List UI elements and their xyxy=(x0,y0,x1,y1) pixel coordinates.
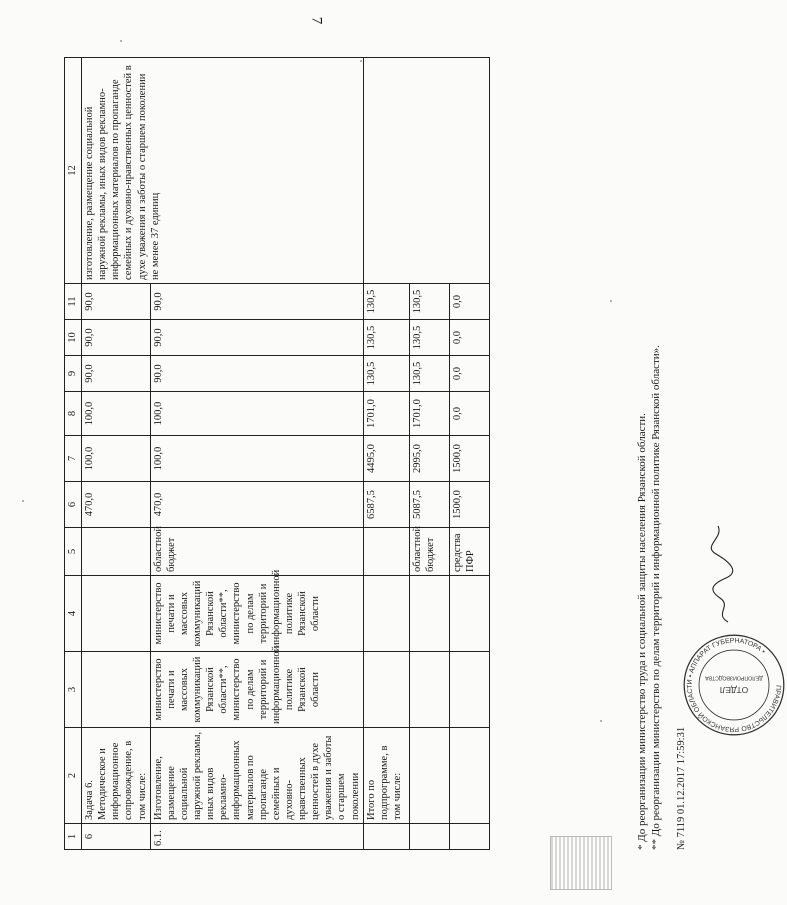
total-text: Итого по подпрограмме, в том числе: xyxy=(363,728,409,824)
col-header: 1 xyxy=(65,824,82,850)
scan-dot xyxy=(22,500,24,502)
scan-dot xyxy=(360,60,362,62)
total-v6: 6587,5 xyxy=(363,482,409,528)
scan-dot xyxy=(600,720,602,722)
item-v8: 100,0 xyxy=(150,392,363,436)
item-v11: 90,0 xyxy=(150,284,363,320)
col-header: 11 xyxy=(65,284,82,320)
svg-text:ПРАВИТЕЛЬСТВО РЯЗАНСКОЙ ОБЛАСТ: ПРАВИТЕЛЬСТВО РЯЗАНСКОЙ ОБЛАСТИ • АППАРАТ ГУБЕРНАТОРА • xyxy=(686,637,782,733)
col-header: 12 xyxy=(65,58,82,284)
col-header: 7 xyxy=(65,436,82,482)
item-v10: 90,0 xyxy=(150,320,363,356)
item-coexecutor: министерство печати и массовых коммуникаций Рязанской области**, министерство по делам территорий и информационной политике Рязанской области xyxy=(150,576,363,652)
regional-v6: 5087,5 xyxy=(409,482,449,528)
footnote-1: * До реорганизации министерство труда и социальной защиты населения Рязанской области. xyxy=(636,413,648,850)
item-text: Изготовление, размещение социальной наружной рекламы, иных видов рекламно-информационных материалов по пропаганде семейных и духовно-нравственных ценностей в духе уважения и заботы о старшем поколении xyxy=(150,728,363,824)
regional-v8: 1701,0 xyxy=(409,392,449,436)
regional-v11: 130,5 xyxy=(409,284,449,320)
col-header: 2 xyxy=(65,728,82,824)
pfr-v8: 0,0 xyxy=(449,392,489,436)
task-row xyxy=(82,58,151,850)
item-v9: 90,0 xyxy=(150,356,363,392)
task-v10: 90,0 xyxy=(82,320,151,356)
regional-v7: 2995,0 xyxy=(409,436,449,482)
svg-text:ДЕЛОПРОИЗВОДСТВА: ДЕЛОПРОИЗВОДСТВА xyxy=(705,674,763,681)
total-v11: 130,5 xyxy=(363,284,409,320)
task-text: Задача 6. Методическое и информационное сопровождение, в том числе: xyxy=(82,728,151,824)
task-v7: 100,0 xyxy=(82,436,151,482)
regional-source: областной бюджет xyxy=(409,528,449,576)
svg-text:ОТДЕЛ: ОТДЕЛ xyxy=(719,685,749,696)
signature xyxy=(710,524,734,624)
header-row xyxy=(65,58,82,850)
col-header: 6 xyxy=(65,482,82,528)
col-header: 9 xyxy=(65,356,82,392)
registration-timestamp: № 7119 01.12.2017 17:59:31 xyxy=(676,726,687,850)
official-stamp xyxy=(681,632,787,738)
item-number: 6.1. xyxy=(150,824,363,850)
item-v7: 100,0 xyxy=(150,436,363,482)
col-header: 5 xyxy=(65,528,82,576)
regional-v10: 130,5 xyxy=(409,320,449,356)
task-v6: 470,0 xyxy=(82,482,151,528)
total-v10: 130,5 xyxy=(363,320,409,356)
pfr-source: средства ПФР xyxy=(449,528,489,576)
barcode xyxy=(550,836,612,890)
total-row xyxy=(363,58,409,850)
item-source: областной бюджет xyxy=(150,528,363,576)
expected-result: изготовление, размещение социальной наружной рекламы, иных видов рекламно-информационных материалов по пропаганде семейных и духовно-нравственных ценностей в духе уважения и заботы о старшем поколении не менее 37 единиц xyxy=(82,58,364,284)
page-number: 7 xyxy=(308,16,325,25)
total-v7: 4495,0 xyxy=(363,436,409,482)
col-header: 3 xyxy=(65,652,82,728)
task-number: 6 xyxy=(82,824,151,850)
item-v6: 470,0 xyxy=(150,482,363,528)
scan-dot xyxy=(610,300,612,302)
pfr-v6: 1500,0 xyxy=(449,482,489,528)
total-v8: 1701,0 xyxy=(363,392,409,436)
task-v11: 90,0 xyxy=(82,284,151,320)
pfr-v11: 0,0 xyxy=(449,284,489,320)
footnote-2: ** До реорганизации министерство по делам территорий и информационной политике Рязанской области». xyxy=(650,345,662,850)
col-header: 10 xyxy=(65,320,82,356)
col-header: 4 xyxy=(65,576,82,652)
task-v9: 90,0 xyxy=(82,356,151,392)
pfr-v7: 1500,0 xyxy=(449,436,489,482)
scan-dot xyxy=(120,40,122,42)
regional-v9: 130,5 xyxy=(409,356,449,392)
task-v8: 100,0 xyxy=(82,392,151,436)
rotated-content xyxy=(64,58,782,850)
col-header: 8 xyxy=(65,392,82,436)
pfr-v9: 0,0 xyxy=(449,356,489,392)
item-executor: министерство печати и массовых коммуникаций Рязанской области**, министерство по делам территорий и информационной политике Рязанской области xyxy=(150,652,363,728)
pfr-v10: 0,0 xyxy=(449,320,489,356)
program-table xyxy=(64,57,490,850)
total-v9: 130,5 xyxy=(363,356,409,392)
